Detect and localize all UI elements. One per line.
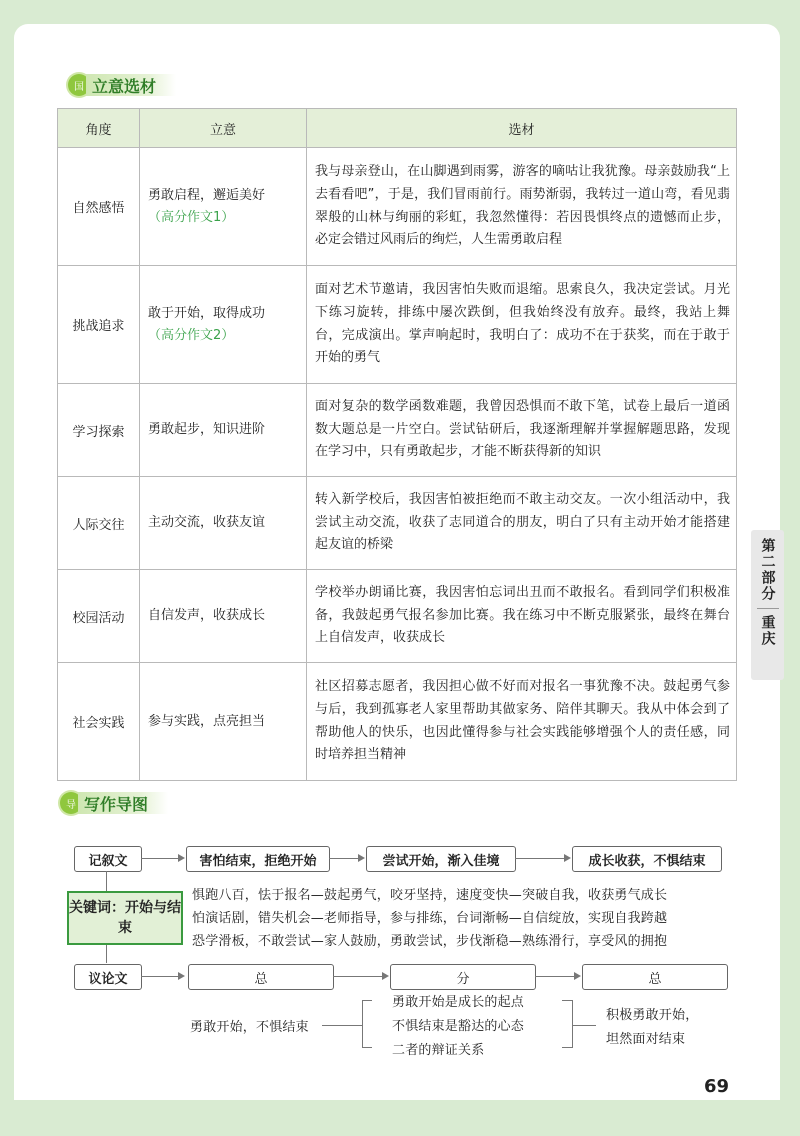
side-tab-region: 重庆 bbox=[759, 615, 776, 647]
table-header-row bbox=[58, 109, 737, 148]
row-note: （高分作文1） bbox=[148, 209, 235, 225]
argument-box: 议论文 bbox=[74, 964, 142, 990]
row-angle: 人际交往 bbox=[58, 477, 140, 570]
thesis-text: 勇敢开始，不惧结束 bbox=[190, 1020, 309, 1035]
arrow-icon bbox=[564, 854, 571, 862]
row-angle: 社会实践 bbox=[58, 663, 140, 781]
connector-line bbox=[515, 858, 565, 859]
side-tab-part: 第二部分 bbox=[759, 538, 776, 602]
arrow-icon bbox=[574, 972, 581, 980]
conclusion-line: 积极勇敢开始， bbox=[606, 1008, 699, 1023]
material-line: 恐学滑板，不敢尝试—家人鼓励，勇敢尝试，步伐渐稳—熟练滑行，享受风的拥抱 bbox=[192, 934, 668, 949]
header-theme: 立意 bbox=[140, 109, 307, 148]
row-material: 面对复杂的数学函数难题，我曾因恐惧而不敢下笔，试卷上最后一道函数大题总是一片空白。尝试钻研后，我逐渐理解并掌握解题思路，发现在学习中，只有勇敢起步，才能不断获得新的知识 bbox=[307, 384, 737, 477]
section-title: 立意选材 bbox=[86, 74, 176, 96]
spine-line bbox=[106, 943, 107, 963]
table-row bbox=[58, 148, 737, 266]
row-angle: 自然感悟 bbox=[58, 148, 140, 266]
row-angle: 挑战追求 bbox=[58, 266, 140, 384]
connector-line bbox=[329, 858, 359, 859]
row-material: 面对艺术节邀请，我因害怕失败而退缩。思索良久，我决定尝试。月光下练习旋转，排练中屡次跌倒，但我始终没有放弃。最终，我站上舞台，完成演出。掌声响起时，我明白了：成功不在于获奖，而在于敢于开始的勇气 bbox=[307, 266, 737, 384]
row-theme: 敢于开始，取得成功 bbox=[148, 305, 266, 321]
arrow-icon bbox=[358, 854, 365, 862]
keyword-box: 关键词：开始与结束 bbox=[67, 891, 183, 945]
bottom-band bbox=[0, 1104, 800, 1136]
connector-line bbox=[535, 976, 575, 977]
header-material: 选材 bbox=[307, 109, 737, 148]
material-line: 怕演话剧，错失机会—老师指导，参与排练，台词渐畅—自信绽放，实现自我跨越 bbox=[192, 911, 668, 926]
point-item: 不惧结束是豁达的心态 bbox=[392, 1019, 525, 1034]
section-header-mindmap bbox=[60, 790, 168, 816]
table-row bbox=[58, 266, 737, 384]
bracket-line bbox=[362, 1047, 372, 1048]
side-tab bbox=[751, 530, 784, 680]
row-angle: 校园活动 bbox=[58, 570, 140, 663]
row-note: （高分作文2） bbox=[148, 327, 235, 343]
bracket-line bbox=[362, 1000, 363, 1048]
row-theme-cell bbox=[140, 148, 307, 266]
row-theme: 勇敢起步，知识进阶 bbox=[140, 384, 307, 477]
connector-line bbox=[333, 976, 383, 977]
row-material: 我与母亲登山，在山脚遇到雨雾，游客的嘀咕让我犹豫。母亲鼓励我“上去看看吧”，于是，我们冒雨前行。雨势渐弱，我转过一道山弯，看见翡翠般的山林与绚丽的彩虹，我忽然懂得：若因畏惧终点的遗憾而止步，必定会错过风雨后的绚烂，人生需勇敢启程 bbox=[307, 148, 737, 266]
side-tab-divider bbox=[757, 608, 779, 609]
step-box: 尝试开始，渐入佳境 bbox=[366, 846, 516, 872]
section-header-topic bbox=[68, 72, 176, 98]
row-material: 社区招募志愿者，我因担心做不好而对报名一事犹豫不决。鼓起勇气参与后，我到孤寡老人家里帮助其做家务、陪伴其聊天。我从中体会到了帮助他人的快乐，也因此懂得参与社会实践能够增强个人的责任感，同时培养担当精神 bbox=[307, 663, 737, 781]
narrative-box: 记叙文 bbox=[74, 846, 142, 872]
point-item: 勇敢开始是成长的起点 bbox=[392, 995, 525, 1010]
header-angle: 角度 bbox=[58, 109, 140, 148]
connector-line bbox=[141, 976, 179, 977]
bracket-line bbox=[572, 1000, 573, 1048]
structure-box: 总 bbox=[582, 964, 728, 990]
row-theme: 勇敢启程，邂逅美好 bbox=[148, 187, 266, 203]
connector-line bbox=[141, 858, 179, 859]
row-theme: 主动交流，收获友谊 bbox=[140, 477, 307, 570]
row-material: 转入新学校后，我因害怕被拒绝而不敢主动交友。一次小组活动中，我尝试主动交流，收获了志同道合的朋友，明白了只有主动开始才能搭建起友谊的桥梁 bbox=[307, 477, 737, 570]
row-theme: 自信发声，收获成长 bbox=[140, 570, 307, 663]
bracket-line bbox=[322, 1025, 362, 1026]
page-number: 69 bbox=[704, 1076, 730, 1097]
point-item: 二者的辩证关系 bbox=[392, 1043, 485, 1058]
conclusion-line: 坦然面对结束 bbox=[606, 1032, 686, 1047]
row-material: 学校举办朗诵比赛，我因害怕忘词出丑而不敢报名。看到同学们积极准备，我鼓起勇气报名参加比赛。我在练习中不断克服紧张，最终在舞台上自信发声，收获成长 bbox=[307, 570, 737, 663]
arrow-icon bbox=[178, 854, 185, 862]
step-box: 害怕结束，拒绝开始 bbox=[186, 846, 330, 872]
bracket-line bbox=[362, 1000, 372, 1001]
table-row bbox=[58, 477, 737, 570]
bracket-line bbox=[562, 1047, 572, 1048]
structure-box: 分 bbox=[390, 964, 536, 990]
bracket-line bbox=[572, 1025, 596, 1026]
row-theme: 参与实践，点亮担当 bbox=[140, 663, 307, 781]
topic-table bbox=[57, 108, 737, 781]
table-row bbox=[58, 570, 737, 663]
table-row bbox=[58, 384, 737, 477]
row-theme-cell bbox=[140, 266, 307, 384]
bracket-line bbox=[562, 1000, 572, 1001]
step-box: 成长收获，不惧结束 bbox=[572, 846, 722, 872]
table-row bbox=[58, 663, 737, 781]
arrow-icon bbox=[382, 972, 389, 980]
section-badge-icon: 导 bbox=[60, 792, 82, 814]
spine-line bbox=[106, 871, 107, 891]
row-angle: 学习探索 bbox=[58, 384, 140, 477]
material-line: 惧跑八百，怯于报名—鼓起勇气，咬牙坚持，速度变快—突破自我，收获勇气成长 bbox=[192, 888, 668, 903]
arrow-icon bbox=[178, 972, 185, 980]
section-title: 写作导图 bbox=[78, 792, 168, 814]
structure-box: 总 bbox=[188, 964, 334, 990]
section-badge-icon: 国 bbox=[68, 74, 90, 96]
